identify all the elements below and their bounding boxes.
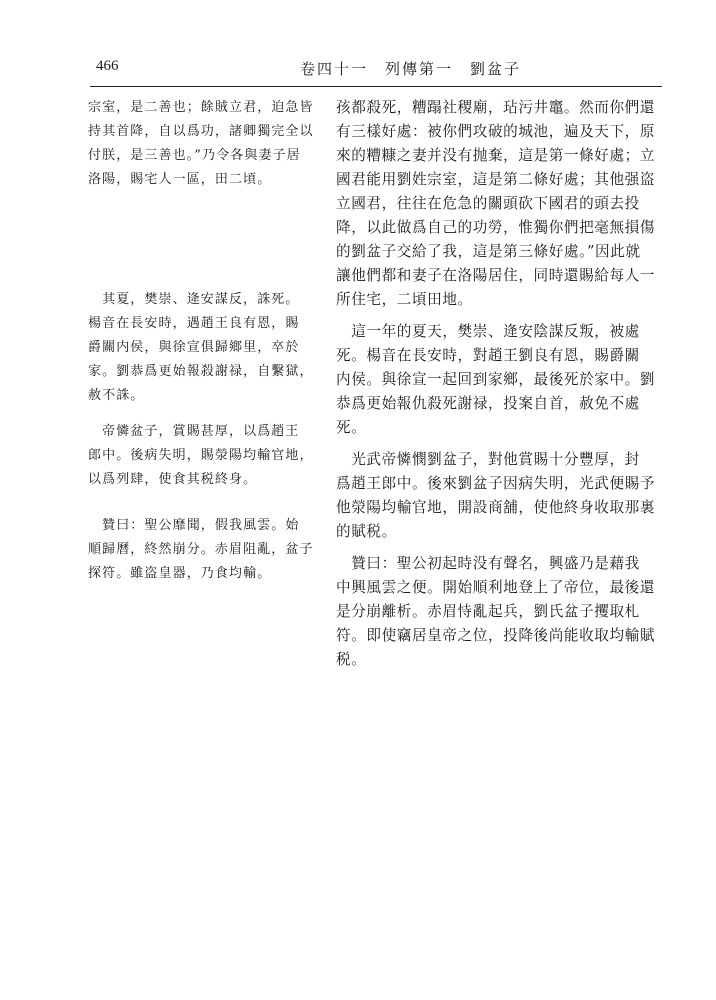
text-line: 國君能用劉姓宗室，這是第二條好處；其他强盗 <box>336 171 656 188</box>
paragraph-p3 <box>88 420 318 492</box>
translation-column <box>336 96 656 672</box>
text-line: 所住宅，二頃田地。 <box>336 291 473 308</box>
text-line: 持其首降，自以爲功，諸卿獨完全以 <box>88 124 314 139</box>
text-line: 孩都殺死，糟蹋社稷廟，玷污井竈。然而你們還 <box>336 99 656 116</box>
text-line: 探符。雖盗皇器，乃食均輸。 <box>88 566 272 581</box>
text-line: 來的糟糠之妻并没有抛棄，這是第一條好處；立 <box>336 147 656 164</box>
text-line: 立國君，往往在危急的關頭砍下國君的頭去投 <box>336 195 640 212</box>
paragraph-p4 <box>336 552 656 672</box>
text-line: 的賦税。 <box>336 523 397 540</box>
text-line: 宗室，是二善也；餘賊立君，迫急皆 <box>88 100 314 115</box>
text-line: 家。劉恭爲更始報殺謝禄，自繫獄， <box>88 364 314 379</box>
text-line: 内侯。與徐宣一起回到家鄉，最後死於家中。劉 <box>336 371 656 388</box>
text-line: 讓他們都和妻子在洛陽居住，同時還賜給每人一 <box>336 267 656 284</box>
paragraph-p1 <box>336 96 656 312</box>
text-line: 光武帝憐憫劉盆子，對他賞賜十分豐厚，封 <box>336 451 640 468</box>
text-line: 是分崩離析。赤眉恃亂起兵，劉氏盆子攫取札 <box>336 603 640 620</box>
text-line: 這一年的夏天，樊崇、逄安陰謀反叛，被處 <box>336 323 640 340</box>
text-line: 赦不誅。 <box>88 388 145 403</box>
text-line: 楊音在長安時，遇趙王良有恩，賜 <box>88 316 300 331</box>
paragraph-p3 <box>336 448 656 544</box>
text-line: 洛陽，賜宅人一區，田二頃。 <box>88 172 272 187</box>
text-line: 爵關内侯，與徐宣俱歸鄉里，卒於 <box>88 340 300 355</box>
text-line: 的劉盆子交給了我，這是第三條好處。”因此就 <box>336 243 641 260</box>
text-line: 順歸曆，終然崩分。赤眉阻亂，盆子 <box>88 542 314 557</box>
text-line: 恭爲更始報仇殺死謝禄，投案自首，赦免不處 <box>336 395 640 412</box>
text-line: 有三樣好處：被你們攻破的城池，遍及天下，原 <box>336 123 656 140</box>
paragraph-p1 <box>88 96 318 192</box>
text-line: 中興風雲之便。開始順利地登上了帝位，最後還 <box>336 579 656 596</box>
text-line: 死。 <box>336 419 367 436</box>
paragraph-p2 <box>88 288 318 408</box>
text-line: 其夏，樊崇、逄安謀反，誅死。 <box>88 292 300 307</box>
text-line: 他滎陽均輸官地，開設商舖，使他終身收取那裏 <box>336 499 656 516</box>
running-head: 卷四十一 列傳第一 劉盆子 <box>300 60 522 78</box>
text-line: 贊曰：聖公初起時没有聲名，興盛乃是藉我 <box>336 555 640 572</box>
text-line: 贊曰：聖公靡聞，假我風雲。始 <box>88 518 300 533</box>
paragraph-p4 <box>88 514 318 586</box>
text-line: 以爲列肆，使食其税終身。 <box>88 472 258 487</box>
header-rule <box>90 86 662 87</box>
text-line: 符。即使竊居皇帝之位，投降後尚能收取均輸賦 <box>336 627 656 644</box>
original-text-column <box>88 96 318 586</box>
text-line: 税。 <box>336 651 367 668</box>
text-line: 爲趙王郎中。後來劉盆子因病失明，光武便賜予 <box>336 475 656 492</box>
text-line: 降，以此做爲自己的功勞，惟獨你們把毫無損傷 <box>336 219 656 236</box>
page-number: 466 <box>96 58 119 74</box>
paragraph-p2 <box>336 320 656 440</box>
text-line: 付朕，是三善也。”乃令各與妻子居 <box>88 148 301 163</box>
text-line: 帝憐盆子，賞賜甚厚，以爲趙王 <box>88 424 300 439</box>
text-line: 郎中。後病失明，賜滎陽均輸官地， <box>88 448 314 463</box>
text-line: 死。楊音在長安時，對趙王劉良有恩，賜爵關 <box>336 347 640 364</box>
